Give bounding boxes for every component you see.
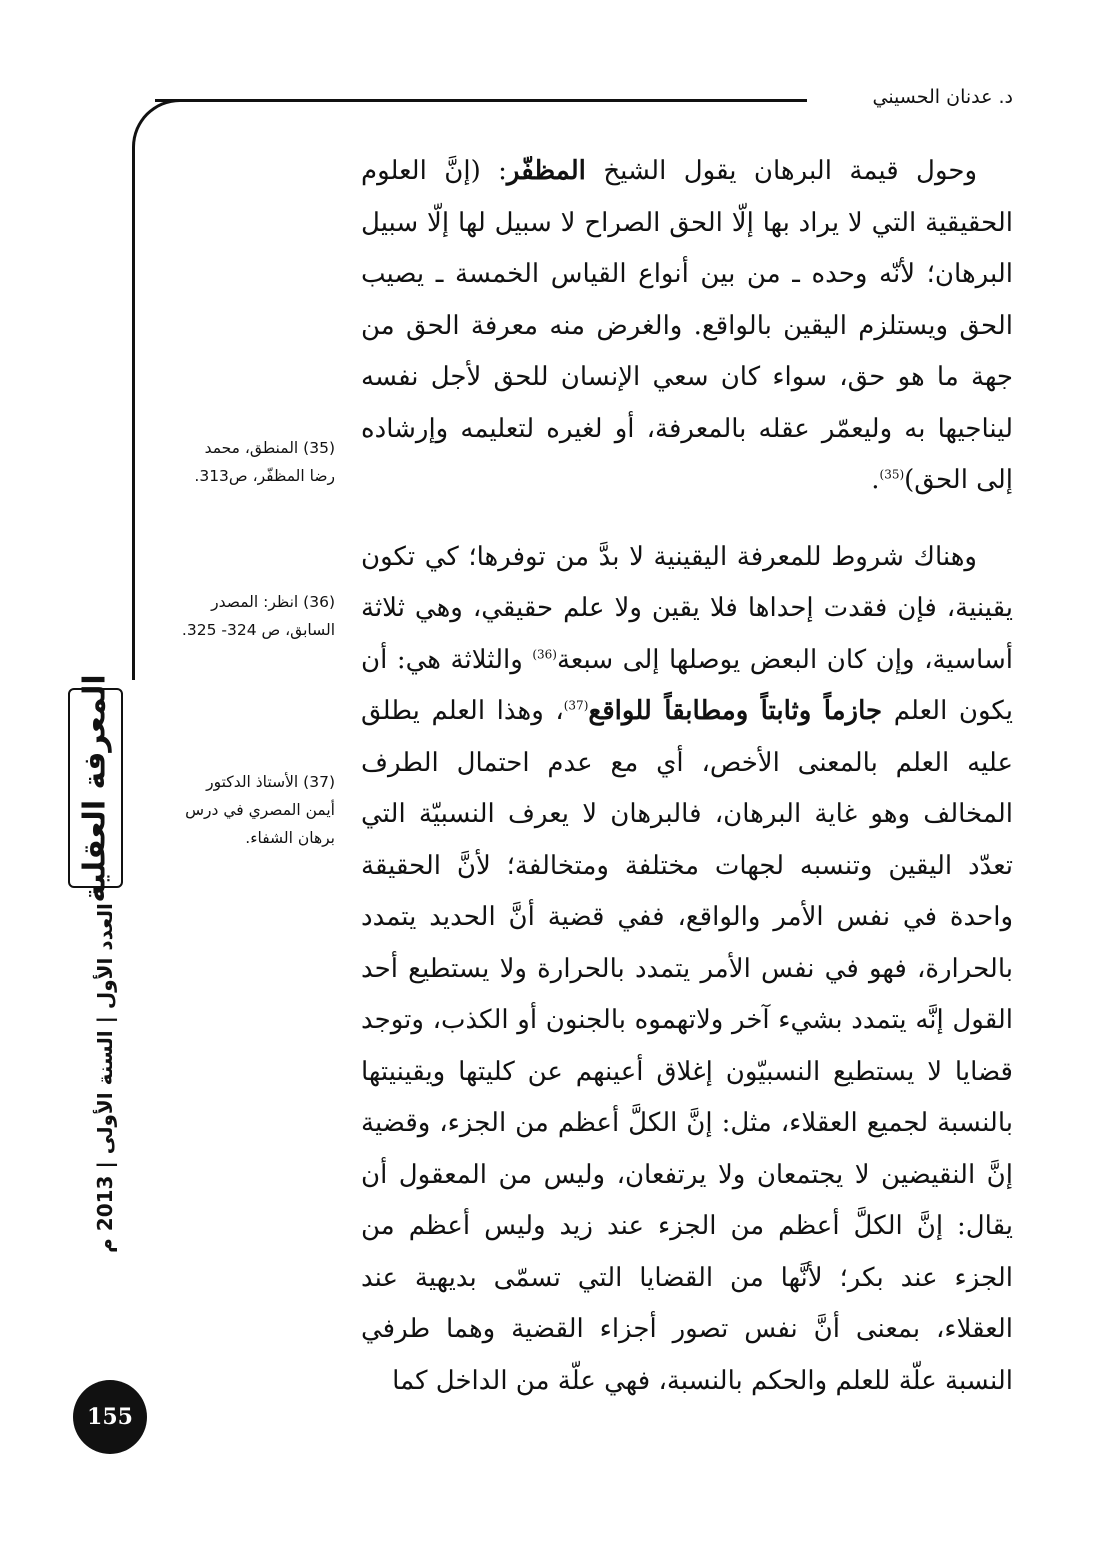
p1-bold: المظفّر xyxy=(506,156,586,186)
header-rule xyxy=(155,99,807,102)
footnote-37-line-1: (37) الأستاذ الدكتور xyxy=(206,773,335,791)
journal-title-box xyxy=(68,673,123,903)
paragraph-2 xyxy=(361,532,1013,1408)
p1-text-a: وحول قيمة البرهان يقول الشيخ xyxy=(585,156,977,186)
footnote-35-line-2: رضا المظفّر، ص313. xyxy=(194,467,335,485)
issue-info: العدد الأول | السنة الأولى | 2013 م xyxy=(93,903,117,1253)
footnote-ref-35: (35) xyxy=(879,467,905,482)
p2-text-b: والثلاثة هي: أن يكون العلم xyxy=(361,644,1014,726)
footnote-37 xyxy=(155,768,335,852)
journal-side-strip xyxy=(60,668,140,1253)
footnote-37-line-2: أيمن المصري في درس xyxy=(185,801,335,819)
footnote-ref-36: (36) xyxy=(532,646,557,661)
footnote-35 xyxy=(155,434,335,490)
footnote-36 xyxy=(155,588,335,644)
footnote-ref-37: (37) xyxy=(563,698,589,713)
main-text xyxy=(361,146,1013,1407)
p1-text-c: . xyxy=(871,465,880,495)
paragraph-1 xyxy=(361,146,1013,507)
p2-text-c: ، وهذا العلم يطلق عليه العلم بالمعنى الأخص، أي مع عدم احتمال الطرف المخالف وهو غاية البرهان، فالبرهان لا يعرف النسبيّة التي تعدّد اليقين وتنسبه لجهات مختلفة ومتخالفة؛ لأنَّ الحقيقة واحدة في نفس الأمر والواقع، ففي قضية أنَّ الحديد يتمدد بالحرارة، فهو في نفس الأمر يتمدد بالحرارة ولا يستطيع أحد القول إنَّه يتمدد بشيء آخر ولاتهموه بالجنون أو الكذب، وتوجد قضايا لا يستطيع النسبيّون إغلاق أعينهم عن كليتها ويقينيتها بالنسبة لجميع العقلاء، مثل: إنَّ الكلَّ أعظم من الجزء، وقضية إنَّ النقيضين لا يجتمعان ولا يرتفعان، وليس من المعقول أن يقال: إنَّ الكلَّ أعظم من الجزء عند زيد وليس أعظم من الجزء عند بكر؛ لأنَّها من القضايا التي تسمّى بديهية عند العقلاء، بمعنى أنَّ نفس تصور أجزاء القضية وهما طرفي النسبة علّة للعلم والحكم بالنسبة، فهي علّة من الداخل كما xyxy=(361,696,1013,1396)
footnote-36-line-1: (36) انظر: المصدر xyxy=(211,593,335,611)
footnote-37-line-3: برهان الشفاء. xyxy=(245,829,335,847)
p1-text-b: : (إنَّ العلوم الحقيقية التي لا يراد بها إلّا الحق الصراح لا سبيل لها إلّا سبيل البرهان؛ لأنّه وحده ـ من بين أنواع القياس الخمسة ـ يصيب الحق ويستلزم اليقين بالواقع. والغرض منه معرفة الحق من جهة ما هو حق، سواء كان سعي الإنسان للحق لأجل نفسه ليناجيها به وليعمّر عقله بالمعرفة، أو لغيره لتعليمه وإرشاده إلى الحق) xyxy=(361,156,1013,495)
p2-text-a: وهناك شروط للمعرفة اليقينية لا بدَّ من توفرها؛ كي تكون يقينية، فإن فقدت إحداها فلا يقين ولا علم حقيقي، وهي ثلاثة أساسية، وإن كان البعض يوصلها إلى سبعة xyxy=(361,541,1013,675)
footnote-36-line-2: السابق، ص 324- 325. xyxy=(181,621,335,639)
frame-side-line xyxy=(132,150,135,680)
author-name: د. عدنان الحسيني xyxy=(872,86,1013,108)
page-number-badge: 155 xyxy=(73,1380,147,1454)
frame-corner xyxy=(132,99,192,159)
footnote-35-line-1: (35) المنطق، محمد xyxy=(204,439,335,457)
p2-bold: جازماً وثابتاً ومطابقاً للواقع xyxy=(588,696,883,726)
journal-title: المعرفة العقلية xyxy=(77,673,113,903)
